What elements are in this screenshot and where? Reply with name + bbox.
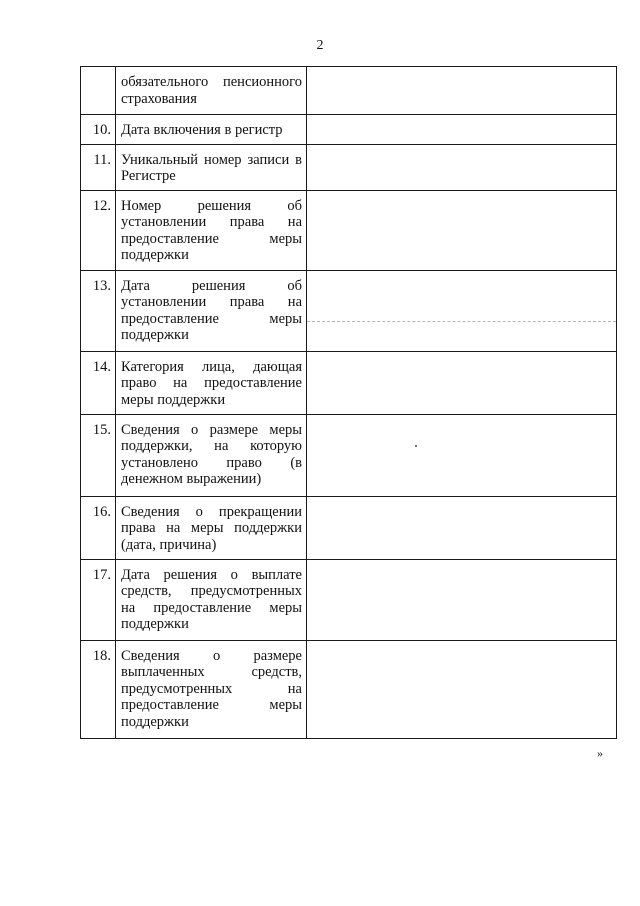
field-name [116,496,307,559]
table-row [81,414,617,496]
field-name [116,559,307,640]
table-row [81,496,617,559]
field-name [116,115,307,145]
table-row [81,67,617,115]
field-name [116,414,307,496]
table-row [81,115,617,145]
field-name-text: Уникальный номер записи в Регистре [121,151,302,184]
field-name-text: Дата решения об установлении права на предоставление меры поддержки [121,277,302,343]
field-name [116,270,307,351]
field-value [307,270,617,351]
field-name-text: Дата решения о выплате средств, предусмотренных на предоставление меры поддержки [121,566,302,632]
row-number [81,67,116,115]
field-value [307,496,617,559]
scan-artifact-dot [415,445,417,447]
field-name-text: Сведения о размере меры поддержки, на которую установлено право (в денежном выражении) [121,421,302,487]
field-value [307,559,617,640]
table-row [81,190,617,270]
page-number: 2 [316,38,324,53]
row-number: 17. [81,559,116,640]
field-value [307,414,617,496]
table-row [81,559,617,640]
field-value [307,351,617,414]
field-name-text: Категория лица, дающая право на предоставление меры поддержки [121,358,302,408]
row-number: 10. [81,115,116,145]
field-name-text: Сведения о размере выплаченных средств, предусмотренных на предоставление меры поддержки [121,647,302,730]
field-value [307,67,617,115]
field-name [116,351,307,414]
closing-quote: » [597,746,603,760]
row-number: 18. [81,640,116,738]
table-row [81,270,617,351]
field-name [116,640,307,738]
row-number: 11. [81,144,116,190]
field-name-text: Номер решения об установлении права на предоставление меры поддержки [121,197,302,263]
table-row [81,351,617,414]
field-value [307,115,617,145]
row-number: 16. [81,496,116,559]
row-number: 12. [81,190,116,270]
scan-artifact-line [307,321,616,322]
registry-fields-table [80,66,617,739]
field-name-text: обязательного пенсионного страхования [121,74,302,107]
field-name-text: Дата включения в регистр [121,122,283,138]
row-number: 14. [81,351,116,414]
field-value [307,144,617,190]
field-value [307,190,617,270]
field-value [307,640,617,738]
table-row [81,640,617,738]
row-number: 15. [81,414,116,496]
field-name [116,144,307,190]
field-name [116,67,307,115]
field-name-text: Сведения о прекращении права на меры поддержки (дата, причина) [121,503,302,553]
field-name [116,190,307,270]
row-number: 13. [81,270,116,351]
table-row [81,144,617,190]
